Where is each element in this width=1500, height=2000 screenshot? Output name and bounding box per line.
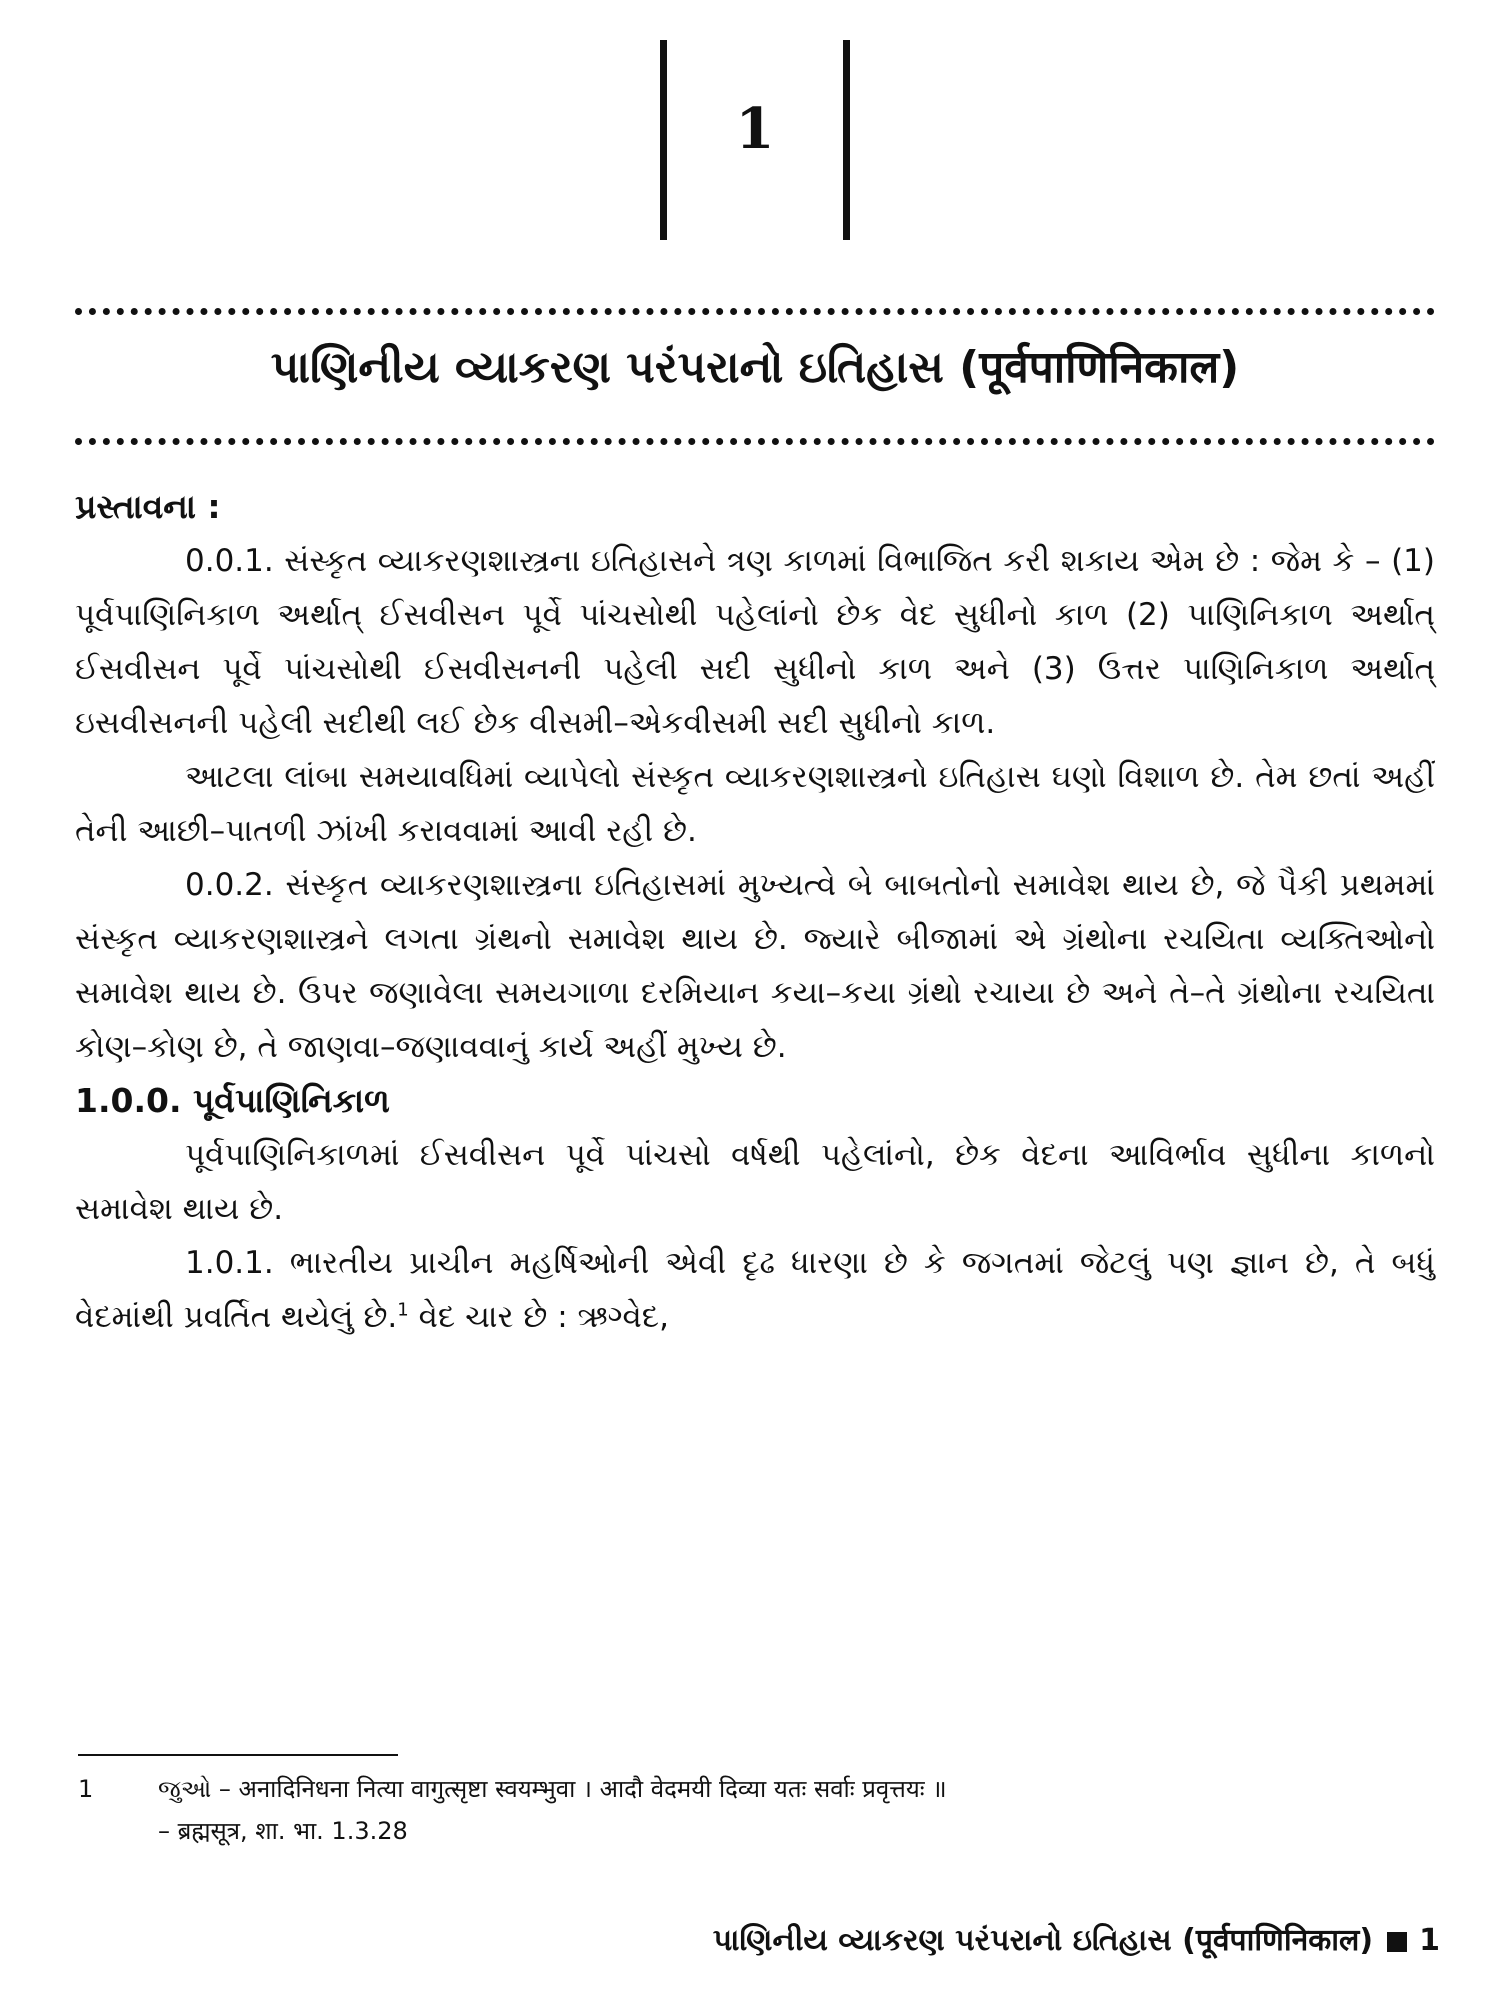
paragraph-intro-2: આટલા લાંબા સમયાવધિમાં વ્યાપેલો સંસ્કૃત વ્યાકરણશાસ્ત્રનો ઇતિહાસ ઘણો વિશાળ છે. તેમ છતાં અહીં તેની આછી–પાતળી ઝાંખી કરાવવામાં આવી રહી છે.	[75, 759, 1435, 849]
section-heading: 1.0.0. પૂર્વપાણિનિકાળ	[75, 1081, 390, 1120]
title-bottom-rule	[75, 438, 1435, 445]
square-bullet-icon	[1387, 1932, 1407, 1952]
footnote-reference[interactable]: 1	[397, 1299, 409, 1321]
footnote-separator	[78, 1754, 398, 1756]
chapter-number: 1	[735, 96, 775, 162]
title-top-rule	[75, 308, 1435, 315]
body-text	[75, 480, 1435, 1344]
footnote-line	[78, 1768, 1438, 1810]
footnote	[78, 1768, 1438, 1852]
paragraph-1-0-1	[75, 1236, 1435, 1344]
chapter-number-box	[660, 40, 850, 240]
footnote-source: – ब्रह्मसूत्र, शा. भा. 1.3.28	[158, 1817, 408, 1845]
page-number: 1	[1419, 1923, 1440, 1958]
paragraph-1-0-1-continuation: વેદ ચાર છે : ઋગ્વેદ,	[408, 1299, 669, 1335]
paragraph-0-0-1: 0.0.1. સંસ્કૃત વ્યાકરણશાસ્ત્રના ઇતિહાસને ત્રણ કાળમાં વિભાજિત કરી શકાય એમ છે : જેમ કે – (1) પૂર્વપાણિનિકાળ અર્થાત્ ઈસવીસન પૂર્વે પાંચસોથી પહેલાંનો છેક વેદ સુધીનો કાળ (2) પાણિનિકાળ અર્થાત્ ઈસવીસન પૂર્વે પાંચસોથી ઈસવીસનની પહેલી સદી સુધીનો કાળ અને (3) ઉત્તર પાણિનિકાળ અર્થાત્ ઇસવીસનની પહેલી સદીથી લઈ છેક વીસમી–એકવીસમી સદી સુધીનો કાળ.	[75, 543, 1435, 741]
chapter-title: પાણિનીય વ્યાકરણ પરંપરાનો ઇતિહાસ (पूर्वपाणिनिकाल)	[270, 342, 1240, 393]
chapter-box-right-bar	[843, 40, 850, 240]
intro-heading: પ્રસ્તાવના :	[75, 487, 221, 526]
footnote-marker: 1	[78, 1775, 94, 1803]
page-footer	[713, 1918, 1440, 1959]
paragraph-0-0-2: 0.0.2. સંસ્કૃત વ્યાકરણશાસ્ત્રના ઇતિહાસમાં મુખ્યત્વે બે બાબતોનો સમાવેશ થાય છે, જે પૈકી પ્રથમમાં સંસ્કૃત વ્યાકરણશાસ્ત્રને લગતા ગ્રંથનો સમાવેશ થાય છે. જ્યારે બીજામાં એ ગ્રંથોના રચયિતા વ્યક્તિઓનો સમાવેશ થાય છે. ઉપર જણાવેલા સમયગાળા દરમિયાન કયા–કયા ગ્રંથો રચાયા છે અને તે–તે ગ્રંથોના રચયિતા કોણ–કોણ છે, તે જાણવા–જણાવવાનું કાર્ય અહીં મુખ્ય છે.	[75, 867, 1435, 1065]
section-paragraph: પૂર્વપાણિનિકાળમાં ઈસવીસન પૂર્વે પાંચસો વર્ષથી પહેલાંનો, છેક વેદના આવિર્ભાવ સુધીના કાળનો સમાવેશ થાય છે.	[75, 1137, 1435, 1227]
running-title: પાણિનીય વ્યાકરણ પરંપરાનો ઇતિહાસ (पूर्वपाणिनिकाल)	[712, 1923, 1374, 1958]
footnote-text: જુઓ – अनादिनिधना नित्या वागुत्सृष्टा स्वयम्भुवा । आदौ वेदमयी दिव्या यतः सर्वाः प्रवृत्तयः ॥	[158, 1775, 947, 1803]
paragraph-1-0-1-text: 1.0.1. ભારતીય પ્રાચીન મહર્ષિઓની એવી દૃઢ ધારણા છે કે જગતમાં જેટલું પણ જ્ઞાન છે, તે બધું વેદમાંથી પ્રવર્તિત થયેલું છે.	[75, 1245, 1435, 1335]
